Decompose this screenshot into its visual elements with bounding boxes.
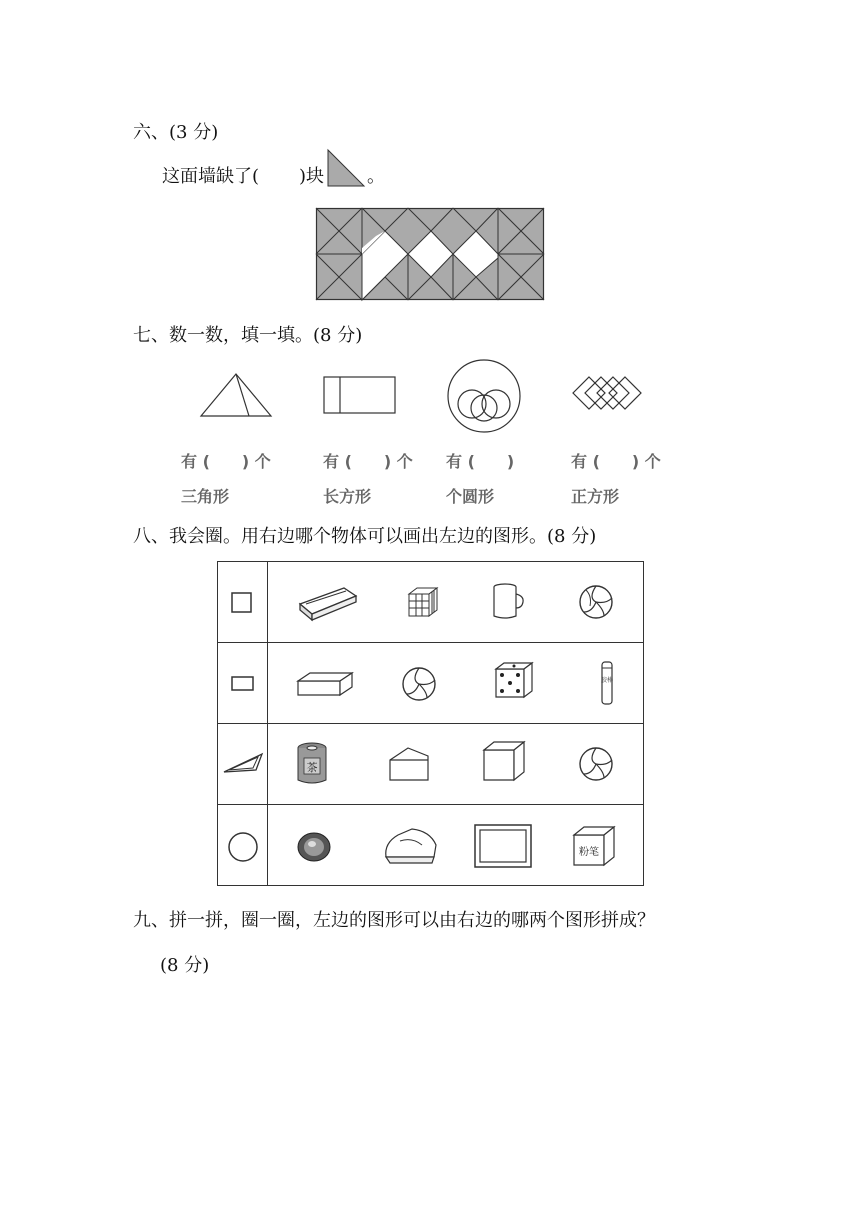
brick-icon[interactable] bbox=[296, 671, 354, 697]
q7-item-1-line2: 三角形 bbox=[181, 487, 230, 506]
pencil-case-icon[interactable] bbox=[296, 584, 360, 624]
mug-icon[interactable] bbox=[491, 582, 527, 622]
tea-can-icon[interactable] bbox=[296, 742, 328, 786]
rubiks-cube-icon[interactable] bbox=[407, 586, 439, 618]
rectangles-figure bbox=[323, 376, 397, 416]
table-row bbox=[218, 724, 643, 805]
wall-figure bbox=[316, 208, 544, 300]
q9-score: (8 分) bbox=[160, 955, 210, 976]
triangle-shape-icon bbox=[222, 752, 266, 774]
q7-item-3-line1: 有 ( ) bbox=[446, 452, 515, 471]
q6-prompt-after: )块 bbox=[299, 166, 325, 187]
volleyball-icon[interactable] bbox=[578, 746, 614, 782]
table-row bbox=[218, 805, 643, 886]
ball-icon[interactable] bbox=[296, 831, 332, 863]
triangle-tile-icon bbox=[327, 149, 365, 187]
square-shape-icon bbox=[231, 592, 253, 614]
rectangle-shape-icon bbox=[231, 676, 255, 692]
glue-stick-label: 胶棒 bbox=[600, 677, 614, 684]
triangles-figure bbox=[199, 372, 273, 418]
q7-item-2-line1: 有 ( ) 个 bbox=[323, 452, 413, 471]
table-row bbox=[218, 643, 643, 724]
table-row bbox=[218, 562, 643, 643]
q7-item-3-line2: 个圆形 bbox=[446, 487, 495, 506]
chalk-box-icon[interactable] bbox=[572, 825, 616, 867]
q6-prompt-before: 这面墙缺了( bbox=[162, 166, 260, 187]
tea-can-label: 茶 bbox=[306, 761, 318, 774]
q7-item-1-line1: 有 ( ) 个 bbox=[181, 452, 271, 471]
chalk-box-label: 粉笔 bbox=[579, 847, 599, 858]
circles-figure bbox=[446, 358, 522, 434]
q7-item-4-line2: 正方形 bbox=[571, 487, 620, 506]
volleyball-icon[interactable] bbox=[401, 666, 437, 702]
q9-heading: 九、拼一拼，圈一圈，左边的图形可以由右边的哪两个图形拼成？ bbox=[133, 910, 655, 931]
glue-stick-icon[interactable] bbox=[600, 660, 614, 706]
eraser-icon[interactable] bbox=[382, 827, 440, 867]
triangular-prism-icon[interactable] bbox=[388, 746, 432, 782]
q6-period: 。 bbox=[367, 166, 385, 187]
picture-frame-icon[interactable] bbox=[473, 823, 533, 869]
q7-heading: 七、数一数，填一填。(8 分) bbox=[133, 325, 363, 346]
circle-shape-icon bbox=[227, 831, 259, 863]
volleyball-icon[interactable] bbox=[578, 584, 614, 620]
dice-icon[interactable] bbox=[494, 661, 534, 701]
q8-heading: 八、我会圈。用右边哪个物体可以画出左边的图形。(8 分) bbox=[133, 526, 597, 547]
q7-item-4-line1: 有 ( ) 个 bbox=[571, 452, 661, 471]
squares-figure bbox=[571, 375, 643, 413]
q8-table bbox=[217, 561, 644, 886]
q6-heading: 六、(3 分) bbox=[133, 122, 219, 143]
q7-item-2-line2: 长方形 bbox=[323, 487, 372, 506]
cube-icon[interactable] bbox=[482, 740, 526, 784]
